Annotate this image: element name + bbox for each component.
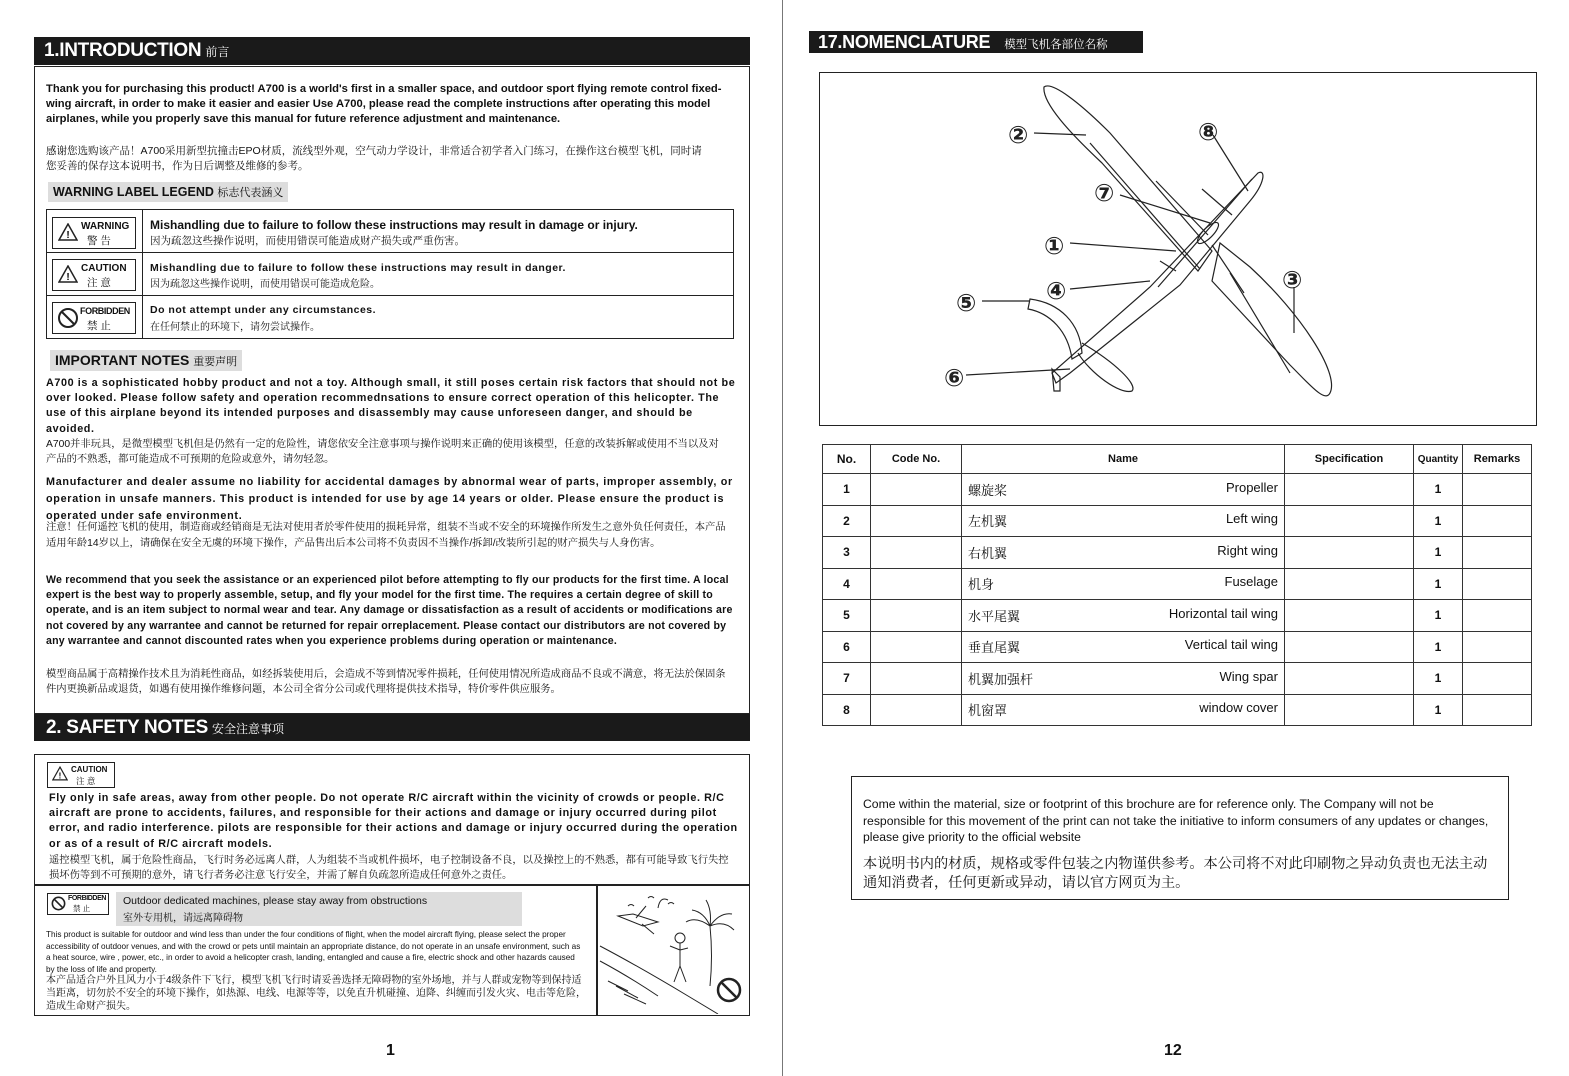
important-notes-text: IMPORTANT NOTES [55,352,190,368]
intro-model: A700 [257,83,285,95]
forbidden-small-icon [51,896,66,911]
callout-4: ④ [1046,277,1067,305]
col-qty: Quantity [1414,445,1463,474]
important-p1-cn: A700并非玩具，是微型模型飞机但是仍然有一定的危险性，请您依安全注意事项与操作说明来正确的使用该模型，任意的改装拆解或使用不当以及对产品的不熟悉，都可能造成不可预期的危险或意外，请勿轻忽。 [46,439,719,465]
safety-title-cn: 安全注意事项 [211,722,284,736]
important-p2: Manufacturer and dealer assume no liability for accidental damages by abnormal wear of parts, improper assembly, or operation in unsafe manners. This product is intended for use by age 14 years or older. Please ensure the product is operated under safe environment. [46,476,733,522]
outdoor-label-cn: 室外专用机，请远离障碍物 [123,913,243,924]
notice-en: Come within the material, size or footprint of this brochure are for reference only. The Company will not be responsible for this movement of the print can not take the initiative to inform consumers of any updates or changes, please give priority to the official website [863,797,1489,844]
forbidden-badge-cn: 禁 止 [87,320,111,332]
table-row [823,600,1532,632]
callout-8: ⑧ [1198,118,1219,146]
table-row [823,631,1532,663]
row-name-cn: 机窗罩 [968,703,1008,719]
callout-6: ⑥ [944,364,965,392]
notice-box [851,776,1509,900]
outdoor-text-cn: 本产品适合户外且风力小于4级条件下飞行，模型飞机飞行时请妥善选择无障碍物的室外场地，并与人群或宠物等到保持适当距离，切勿於不安全的环境下操作，如热源、电线、电源等等，以免直升机碰撞、迫降、纠缠而引发火灾、电击等危险，造成生命财产损失。 [46,975,586,1012]
row-name-cn: 右机翼 [968,545,1008,561]
row-name-en: Wing spar [1219,668,1278,684]
warning-legend-label [48,182,288,202]
notice-cn: 本说明书内的材质，规格或零件包装之内物谨供参考。本公司将不对此印刷物之异动负责也无法主动通知消费者，任何更新或异动，请以官方网页为主。 [863,856,1488,891]
caution-triangle-icon [58,265,78,283]
row-name [962,474,1285,506]
row-name-en: Vertical tail wing [1184,637,1278,653]
row-code [871,600,962,632]
col-remarks: Remarks [1463,445,1532,474]
table-row [823,537,1532,569]
callout-1: ① [1044,232,1065,260]
important-notes-label [50,350,242,371]
row-qty: 1 [1414,694,1463,726]
row-spec [1285,474,1414,506]
important-p1: A700 is a sophisticated hobby product and not a toy. Although small, it still poses certain risk factors that should not be over looked. Please follow safety and operation recommednsations to ensure correct operation of this helicopter. The use of this airplane beyond its intended purposes and disassembly may cause unforeseen danger, and should be avoided. [46,377,736,435]
row-spec [1285,505,1414,537]
row-name-en: window cover [1199,700,1278,716]
row-spec [1285,694,1414,726]
row-no: 7 [823,663,871,695]
row-name [962,663,1285,695]
row-code [871,663,962,695]
row-name-en: Horizontal tail wing [1168,605,1278,621]
row-no: 5 [823,600,871,632]
important-p3-cn: 模型商品属于高精操作技术且为消耗性商品，如经拆装使用后，会造成不等到情况零件损耗，任何使用情况所造成商品不良或不满意，将无法於保固条件内更换新品或退货，如遇有使用操作维修问题，本公司全省分公司或代理将提供技术指导，特价零件供应服务。 [46,669,726,695]
outdoor-forbidden-badge [47,893,109,915]
row-spec [1285,537,1414,569]
row-name [962,600,1285,632]
caution-row-cn: 因为疏忽这些操作说明，而使用错误可能造成危险。 [150,279,380,290]
page-number-left: 1 [386,1042,395,1059]
table-row [823,663,1532,695]
fuselage-shape [1052,172,1263,383]
callout-7: ⑦ [1094,179,1115,207]
row-name-cn: 水平尾翼 [968,608,1021,624]
intro-text: is a world's first in a smaller space, and outdoor sport flying remote control fixed-wing aircraft, in order to make it easier and easier Use A700, please read the complete instructions after operating this model airplanes, while you properly save this manual for future reference adjustment and maintenance. [46,83,722,126]
row-qty: 1 [1414,631,1463,663]
outdoor-label-box [116,892,522,926]
row-no: 4 [823,568,871,600]
caution-badge [52,259,136,291]
row-name-cn: 机身 [968,577,995,593]
outdoor-forbidden-cn: 禁 止 [73,904,91,913]
legend-row-warning [46,209,734,253]
forbidden-row-cn: 在任何禁止的环境下，请勿尝试操作。 [150,322,320,333]
row-no: 1 [823,474,871,506]
row-remarks [1463,474,1532,506]
row-name-en: Left wing [1225,511,1278,527]
row-qty: 1 [1414,505,1463,537]
intro-section-bar [34,37,750,65]
row-remarks [1463,631,1532,663]
col-name: Name [962,445,1285,474]
nomenclature-title-cn: 模型飞机各部位名称 [1004,39,1108,51]
caution-row-en: Mishandling due to failure to follow these instructions may result in danger. [150,262,566,274]
nomenclature-section-bar [809,31,1143,53]
no-entry-icon [718,979,740,1001]
row-spec [1285,663,1414,695]
warning-legend-text: WARNING LABEL LEGEND [53,185,214,199]
table-row [823,694,1532,726]
intro-paragraph [46,82,738,128]
page-divider [782,0,783,1076]
row-code [871,568,962,600]
row-name-cn: 左机翼 [968,514,1008,530]
row-remarks [1463,694,1532,726]
row-name-en: Fuselage [1224,574,1278,590]
row-qty: 1 [1414,600,1463,632]
safety-p1: Fly only in safe areas, away from other people. Do not operate R/C aircraft within the vicinity of crowds or people. R/C aircraft are prone to accidents, failures, and responsible for their actions and damage or injury occurred during pilot error, and radio interference. pilots are responsible for their actions and damage or injury occurred during the operation or as of a result of R/C aircraft models. [49,792,738,850]
safety-title: 2. SAFETY NOTES [46,717,208,738]
callout-3: ③ [1282,266,1303,294]
legend-row-forbidden [46,296,734,339]
row-name-cn: 垂直尾翼 [968,640,1021,656]
page-number-right: 12 [1164,1042,1182,1059]
right-wing-shape [1212,243,1332,396]
callout-2: ② [1008,121,1029,149]
parts-table [822,444,1532,726]
row-name [962,505,1285,537]
row-spec [1285,568,1414,600]
safety-p1-cn: 遥控模型飞机，属于危险性商品，飞行时务必远离人群，人为组装不当或机件损坏，电子控制设备不良，以及操控上的不熟悉，都有可能导致飞行失控损坏伤等到不可预期的意外，请飞行者务必注意飞行安全，并需了解自负疏忽所造成任何意外之责任。 [49,855,729,881]
row-spec [1285,600,1414,632]
caution-badge-cn: 注 意 [87,277,111,289]
forbidden-row-en: Do not attempt under any circumstances. [150,304,377,316]
warning-badge [52,217,136,249]
warning-triangle-icon [58,223,78,241]
important-p2-cn: 注意！任何遥控飞机的使用，制造商或经销商是无法对使用者於零件使用的损耗异常，组装不当或不安全的环境操作所发生之意外负任何责任，本产品适用年龄14岁以上，请确保在安全无虞的环境下操作，产品售出后本公司将不负责因不当操作/拆卸/改装所引起的财产损失与人身伤害。 [46,522,726,549]
row-name [962,631,1285,663]
important-notes-cn: 重要声明 [193,356,238,368]
intro-title: 1.INTRODUCTION [44,40,202,61]
row-name [962,568,1285,600]
col-no: No. [823,445,871,474]
table-row [823,568,1532,600]
row-remarks [1463,505,1532,537]
row-remarks [1463,663,1532,695]
warning-badge-cn: 警 告 [87,235,111,247]
row-name-cn: 机翼加强杆 [968,671,1034,687]
caution-badge-label: CAUTION [81,263,127,274]
forbidden-badge [52,302,136,334]
forbidden-icon [57,307,79,329]
canopy-shape [1195,220,1222,247]
intro-title-cn: 前言 [205,45,230,59]
intro-cn: 感谢您选购该产品！A700采用新型抗撞击EPO材质，流线型外观，空气动力学设计，非常适合初学者入门练习，在操作这台模型飞机，同时请您妥善的保存这本说明书，作为日后调整及维修的参考。 [46,145,702,172]
safety-section-bar [34,714,750,741]
row-remarks [1463,568,1532,600]
col-code: Code No. [871,445,962,474]
callout-5: ⑤ [956,289,977,317]
row-name-cn: 螺旋桨 [968,482,1008,498]
legend-row-caution [46,253,734,296]
row-no: 6 [823,631,871,663]
forbidden-badge-label: FORBIDDEN [80,306,130,316]
svg-text:!: ! [66,272,70,283]
table-row [823,505,1532,537]
row-code [871,505,962,537]
row-code [871,694,962,726]
warning-row-cn: 因为疏忽这些操作说明，而使用错误可能造成财产损失或严重伤害。 [150,235,465,247]
row-remarks [1463,537,1532,569]
safety-caution-label: CAUTION [71,765,108,774]
row-name-en: Right wing [1217,542,1278,558]
row-code [871,537,962,569]
row-name [962,537,1285,569]
safety-caution-cn: 注 意 [76,776,96,786]
warning-legend-cn: 标志代表涵义 [217,187,284,199]
horizontal-tail-shape [1028,299,1082,359]
svg-text:!: ! [58,771,62,781]
outdoor-forbidden-label: FORBIDDEN [68,895,107,902]
caution-small-triangle-icon [52,766,68,781]
left-wing-shape [1044,86,1212,271]
intro-lead: Thank you for purchasing this product! [46,83,255,95]
outdoor-label-en: Outdoor dedicated machines, please stay away from obstructions [123,895,428,907]
svg-text:!: ! [66,230,70,241]
row-qty: 1 [1414,663,1463,695]
row-remarks [1463,600,1532,632]
row-name-en: Propeller [1225,479,1278,495]
aircraft-diagram [820,73,1536,425]
row-no: 2 [823,505,871,537]
row-qty: 1 [1414,568,1463,600]
col-spec: Specification [1285,445,1414,474]
row-code [871,474,962,506]
nomenclature-title: 17.NOMENCLATURE [818,32,991,52]
outdoor-flying-illustration [598,886,748,1014]
row-qty: 1 [1414,537,1463,569]
row-no: 3 [823,537,871,569]
important-p3: We recommend that you seek the assistance or an experienced pilot before attempting to fly our products for the first time. A local expert is the best way to properly assemble, setup, and fly your model for the first time. The requires a certain degree of skill to operate, and is an item subject to normal wear and tear. Any damage or dissatisfaction as a result of accidents or modifications are not covered by any warrantee and cannot be returned for repair orreplacement. Please contact our distributors are not covered by any warrantee and cannot discounted rates when you experience problems during operation or maintenance. [46,574,733,647]
row-qty: 1 [1414,474,1463,506]
warning-row-en: Mishandling due to failure to follow these instructions may result in damage or injury. [150,218,638,232]
row-code [871,631,962,663]
row-no: 8 [823,694,871,726]
row-spec [1285,631,1414,663]
warning-badge-label: WARNING [81,221,130,232]
outdoor-text: This product is suitable for outdoor and wind less than under the four conditions of flight, when the model aircraft flying, please select the proper accessibility of outdoor venues, and with the crowd or pets until maintain an appropriate distance, do not operate in an unsafe environment, such as a heat source, wire , power, etc., in order to avoid a helicopter crash, landing, entangled and cause a fire, electric shock and other hazards caused by the loss of life and property. [46,930,581,974]
table-row [823,474,1532,506]
row-name [962,694,1285,726]
safety-caution-badge [47,762,115,788]
